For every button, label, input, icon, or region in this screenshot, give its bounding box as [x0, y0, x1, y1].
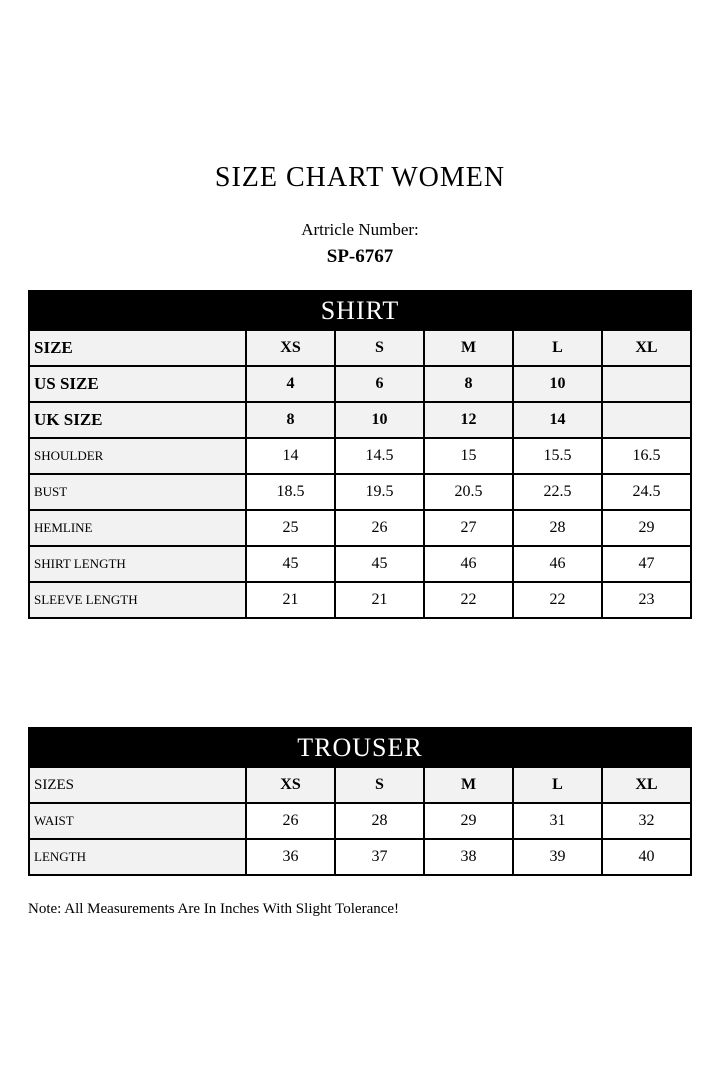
table-row	[29, 546, 691, 582]
size-cell: XL	[602, 767, 691, 803]
size-cell	[602, 402, 691, 438]
value-cell: 28	[513, 510, 602, 546]
row-label: US SIZE	[29, 366, 246, 402]
value-cell: 26	[246, 803, 335, 839]
row-label: WAIST	[29, 803, 246, 839]
value-cell: 27	[424, 510, 513, 546]
value-cell: 28	[335, 803, 424, 839]
value-cell: 29	[424, 803, 513, 839]
shirt-table-header: SHIRT	[29, 291, 691, 330]
size-cell: 12	[424, 402, 513, 438]
value-cell: 26	[335, 510, 424, 546]
size-cell: L	[513, 767, 602, 803]
table-row	[29, 839, 691, 875]
value-cell: 19.5	[335, 474, 424, 510]
size-cell: S	[335, 330, 424, 366]
value-cell: 21	[335, 582, 424, 618]
size-cell: M	[424, 330, 513, 366]
size-cell: XL	[602, 330, 691, 366]
row-label: SLEEVE LENGTH	[29, 582, 246, 618]
value-cell: 22.5	[513, 474, 602, 510]
value-cell: 24.5	[602, 474, 691, 510]
value-cell: 22	[513, 582, 602, 618]
table-row	[29, 291, 691, 330]
trouser-table-header: TROUSER	[29, 728, 691, 767]
row-label: SIZE	[29, 330, 246, 366]
size-cell: XS	[246, 767, 335, 803]
value-cell: 39	[513, 839, 602, 875]
size-cell: 8	[246, 402, 335, 438]
size-cell: M	[424, 767, 513, 803]
value-cell: 46	[513, 546, 602, 582]
note-text: Note: All Measurements Are In Inches With Slight Tolerance!	[28, 901, 400, 917]
table-row	[29, 366, 691, 402]
table-row	[29, 582, 691, 618]
row-label: SHIRT LENGTH	[29, 546, 246, 582]
shirt-size-table	[28, 290, 692, 619]
value-cell: 15	[424, 438, 513, 474]
table-row	[29, 474, 691, 510]
value-cell: 31	[513, 803, 602, 839]
size-cell: 14	[513, 402, 602, 438]
value-cell: 45	[246, 546, 335, 582]
row-label: BUST	[29, 474, 246, 510]
table-row	[29, 728, 691, 767]
value-cell: 29	[602, 510, 691, 546]
table-row	[29, 438, 691, 474]
row-label: SIZES	[29, 767, 246, 803]
value-cell: 18.5	[246, 474, 335, 510]
article-number-label: Artricle Number:	[301, 220, 419, 239]
value-cell: 15.5	[513, 438, 602, 474]
trouser-size-table	[28, 727, 692, 876]
value-cell: 21	[246, 582, 335, 618]
row-label: HEMLINE	[29, 510, 246, 546]
row-label: UK SIZE	[29, 402, 246, 438]
value-cell: 45	[335, 546, 424, 582]
size-cell: 8	[424, 366, 513, 402]
value-cell: 46	[424, 546, 513, 582]
value-cell: 47	[602, 546, 691, 582]
size-cell: XS	[246, 330, 335, 366]
table-row	[29, 402, 691, 438]
value-cell: 20.5	[424, 474, 513, 510]
size-cell: 6	[335, 366, 424, 402]
value-cell: 23	[602, 582, 691, 618]
value-cell: 16.5	[602, 438, 691, 474]
table-row	[29, 767, 691, 803]
table-row	[29, 803, 691, 839]
value-cell: 14.5	[335, 438, 424, 474]
value-cell: 14	[246, 438, 335, 474]
table-row	[29, 330, 691, 366]
size-cell	[602, 366, 691, 402]
size-cell: 4	[246, 366, 335, 402]
value-cell: 38	[424, 839, 513, 875]
value-cell: 36	[246, 839, 335, 875]
value-cell: 25	[246, 510, 335, 546]
value-cell: 40	[602, 839, 691, 875]
page-title: SIZE CHART WOMEN	[214, 162, 506, 193]
table-row	[29, 510, 691, 546]
row-label: SHOULDER	[29, 438, 246, 474]
article-number-value: SP-6767	[326, 246, 394, 267]
size-cell: S	[335, 767, 424, 803]
size-cell: 10	[335, 402, 424, 438]
size-cell: 10	[513, 366, 602, 402]
size-cell: L	[513, 330, 602, 366]
value-cell: 22	[424, 582, 513, 618]
value-cell: 32	[602, 803, 691, 839]
value-cell: 37	[335, 839, 424, 875]
row-label: LENGTH	[29, 839, 246, 875]
